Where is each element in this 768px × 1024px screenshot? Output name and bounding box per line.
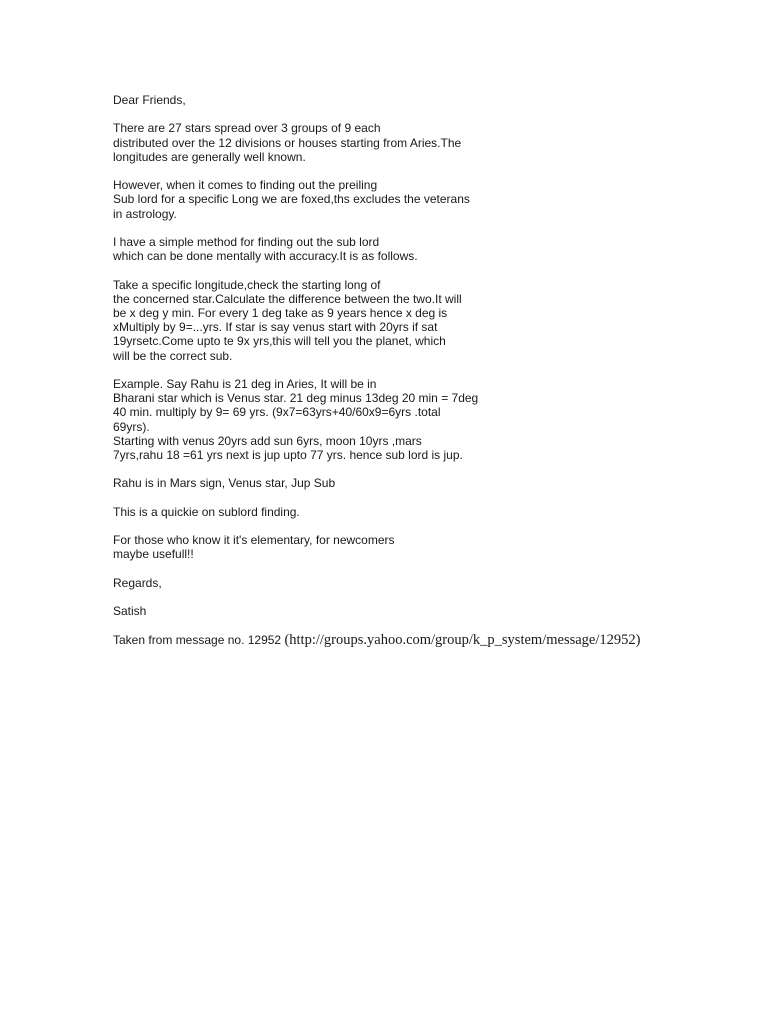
text-line: Take a specific longitude,check the starting long of — [113, 277, 381, 292]
text-line: Starting with venus 20yrs add sun 6yrs, moon 10yrs ,mars — [113, 433, 422, 448]
source-prefix: Taken from message no. 12952 — [113, 632, 285, 647]
text-line: in astrology. — [113, 206, 177, 221]
text-line: will be the correct sub. — [113, 348, 233, 363]
greeting — [113, 93, 713, 107]
text-line: xMultiply by 9=...yrs. If star is say venus start with 20yrs if sat — [113, 320, 438, 335]
paragraph-sub-lord-problem — [113, 178, 713, 221]
text-line: For those who know it it's elementary, for newcomers — [113, 533, 395, 548]
text-line: be x deg y min. For every 1 deg take as 9 years hence x deg is — [113, 305, 448, 320]
closing — [113, 576, 713, 590]
text-line: There are 27 stars spread over 3 groups of 9 each — [113, 121, 381, 136]
text-line: Bharani star which is Venus star. 21 deg minus 13deg 20 min = 7deg — [113, 391, 479, 406]
signature — [113, 604, 713, 618]
paragraph-quickie — [113, 505, 713, 519]
closing-line: Regards, — [113, 575, 162, 590]
text-line: 40 min. multiply by 9= 69 yrs. (9x7=63yrs+40/60x9=6yrs .total — [113, 405, 441, 420]
source-note — [113, 633, 713, 647]
text-line: 7yrs,rahu 18 =61 yrs next is jup upto 77 yrs. hence sub lord is jup. — [113, 448, 463, 462]
text-line: I have a simple method for finding out the sub lord — [113, 234, 380, 249]
paragraph-method-steps — [113, 278, 713, 363]
paragraph-newcomers — [113, 533, 713, 561]
text-line: distributed over the 12 divisions or houses starting from Aries.The — [113, 135, 462, 150]
text-line: 69yrs). — [113, 419, 150, 434]
text-line: longitudes are generally well known. — [113, 149, 306, 164]
text-line: the concerned star.Calculate the difference between the two.It will — [113, 291, 462, 306]
text-line: Rahu is in Mars sign, Venus star, Jup Sub — [113, 476, 336, 491]
text-line: This is a quickie on sublord finding. — [113, 504, 300, 519]
letter-body — [113, 93, 713, 647]
text-line: Sub lord for a specific Long we are foxed,ths excludes the veterans — [113, 192, 470, 207]
text-line: However, when it comes to finding out the preiling — [113, 178, 378, 193]
text-line: which can be done mentally with accuracy.It is as follows. — [113, 249, 418, 264]
text-line: maybe usefull!! — [113, 547, 194, 562]
paragraph-method-intro — [113, 235, 713, 263]
greeting-line: Dear Friends, — [113, 93, 186, 107]
paragraph-result — [113, 476, 713, 490]
text-line: Example. Say Rahu is 21 deg in Aries, It will be in — [113, 376, 377, 391]
source-url: (http://groups.yahoo.com/group/k_p_system/message/12952) — [284, 631, 641, 648]
text-line: 19yrsetc.Come upto te 9x yrs,this will tell you the planet, which — [113, 334, 446, 349]
paragraph-example — [113, 377, 713, 462]
signature-line: Satish — [113, 604, 147, 619]
paragraph-stars-intro — [113, 121, 713, 164]
